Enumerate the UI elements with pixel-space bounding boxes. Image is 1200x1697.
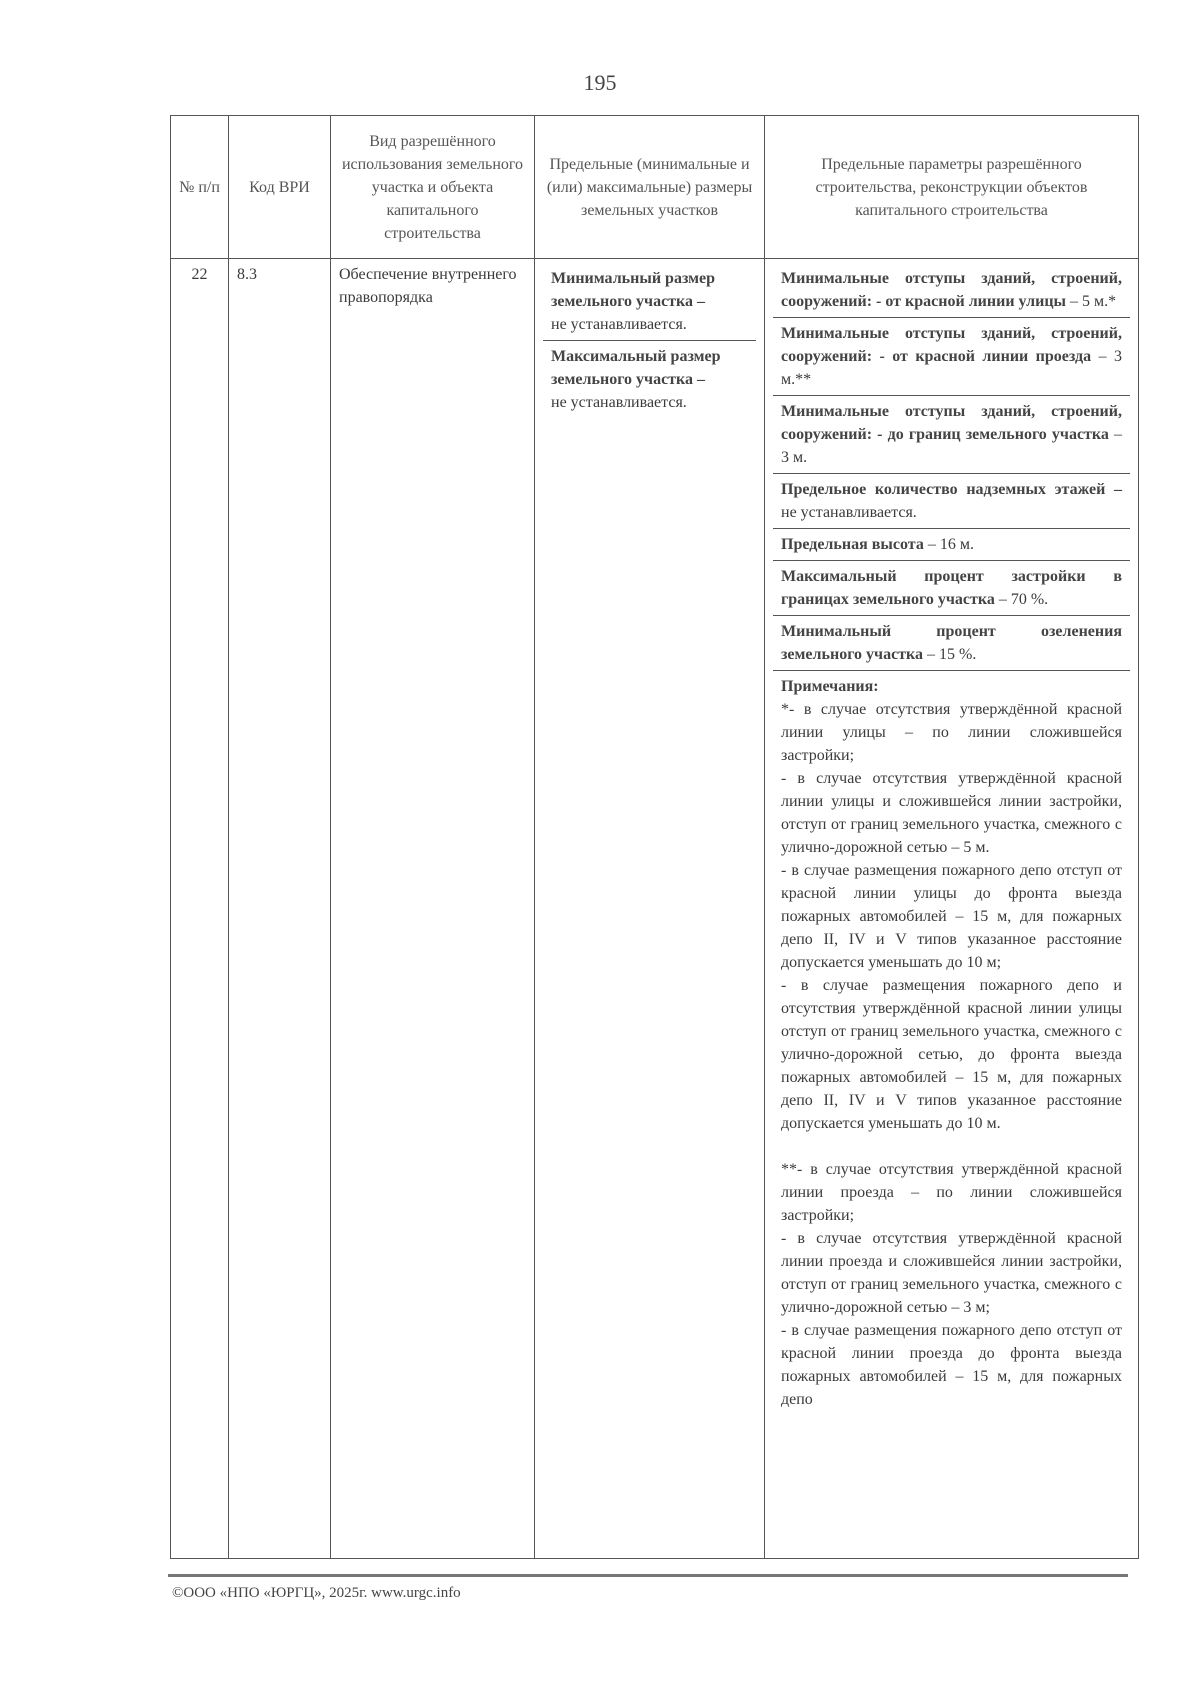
param-label: Максимальный процент застройки в границах земельного участка <box>781 568 1122 608</box>
param-value: – 3 м.** <box>781 348 1122 388</box>
table-row <box>171 259 1139 1559</box>
param-boundary-setback <box>773 396 1130 474</box>
param-value: – 3 м. <box>781 426 1123 466</box>
row-code: 8.3 <box>229 259 331 1559</box>
param-street-setback <box>773 263 1130 318</box>
param-driveway-setback <box>773 318 1130 396</box>
param-floors <box>773 474 1130 529</box>
footer-copyright: ©ООО «НПО «ЮРГЦ», 2025г. www.urgc.info <box>172 1585 461 1601</box>
min-plot-size-label: Минимальный размер земельного участка – <box>551 270 716 310</box>
page-number: 195 <box>583 70 617 95</box>
table-header-row <box>171 116 1139 259</box>
header-use-type: Вид разрешённого использования земельного участка и объекта капитального строительства <box>331 116 535 259</box>
param-label: Минимальные отступы зданий, строений, сооружений: - от красной линии улицы <box>781 270 1122 310</box>
param-height <box>773 529 1130 561</box>
note-item: - в случае размещения пожарного депо отступ от красной линии проезда до фронта выезда пожарных автомобилей – 15 м, для пожарных депо <box>781 1322 1122 1408</box>
param-coverage <box>773 561 1130 616</box>
note-item: - в случае отсутствия утверждённой красной линии проезда и сложившейся линии застройки, отступ от границ земельного участка, смежного с улично-дорожной сетью – 3 м; <box>781 1230 1122 1316</box>
param-label: Минимальные отступы зданий, строений, сооружений: - от красной линии проезда <box>781 325 1122 365</box>
min-plot-size <box>543 263 756 340</box>
header-build-params: Предельные параметры разрешённого строительства, реконструкции объектов капитального строительства <box>765 116 1139 259</box>
note-item: - в случае размещения пожарного депо отступ от красной линии улицы до фронта выезда пожарных автомобилей – 15 м, для пожарных депо II, IV и V типов указанное расстояние допускается уменьшать до 10 м; <box>781 862 1122 971</box>
param-value: – 15 %. <box>923 646 977 663</box>
param-label: Минимальные отступы зданий, строений, сооружений: - до границ земельного участка <box>781 403 1122 443</box>
param-label: Предельная высота <box>781 536 924 553</box>
row-use-type: Обеспечение внутреннего правопорядка <box>331 259 535 1559</box>
notes-title: Примечания: <box>781 678 879 695</box>
footer-divider <box>168 1574 1128 1577</box>
min-plot-size-value: не устанавливается. <box>551 316 687 333</box>
param-value: – 70 %. <box>994 591 1049 608</box>
build-params-cell <box>765 259 1139 1559</box>
note-item: - в случае размещения пожарного депо и отсутствия утверждённой красной линии улицы отступ от границ земельного участка, смежного с улично-дорожной сетью, до фронта выезда пожарных автомобилей – 15 м, для пожарных депо II, IV и V типов указанное расстояние допускается уменьшать до 10 м. <box>781 977 1122 1132</box>
param-label: Минимальный процент озеленения земельного участка <box>781 623 1122 663</box>
regulations-table <box>170 115 1139 1559</box>
note-item: *- в случае отсутствия утверждённой красной линии улицы – по линии сложившейся застройки; <box>781 701 1122 764</box>
max-plot-size-label: Максимальный размер земельного участка – <box>551 348 721 388</box>
param-value: – 16 м. <box>923 536 974 553</box>
param-value: – 5 м.* <box>1066 293 1117 310</box>
header-code: Код ВРИ <box>229 116 331 259</box>
param-label: Предельное количество надземных этажей – <box>781 481 1122 498</box>
row-number: 22 <box>171 259 229 1559</box>
param-value: не устанавливается. <box>781 504 917 521</box>
header-number: № п/п <box>171 116 229 259</box>
notes-block <box>773 671 1130 1415</box>
note-item: - в случае отсутствия утверждённой красной линии улицы и сложившейся линии застройки, отступ от границ земельного участка, смежного с улично-дорожной сетью – 5 м. <box>781 770 1122 856</box>
max-plot-size-value: не устанавливается. <box>551 394 687 411</box>
plot-sizes-cell <box>535 259 765 1559</box>
max-plot-size <box>543 340 756 418</box>
note-item: **- в случае отсутствия утверждённой красной линии проезда – по линии сложившейся застройки; <box>781 1161 1122 1224</box>
header-plot-sizes: Предельные (минимальные и (или) максимальные) размеры земельных участков <box>535 116 765 259</box>
param-greening <box>773 616 1130 671</box>
